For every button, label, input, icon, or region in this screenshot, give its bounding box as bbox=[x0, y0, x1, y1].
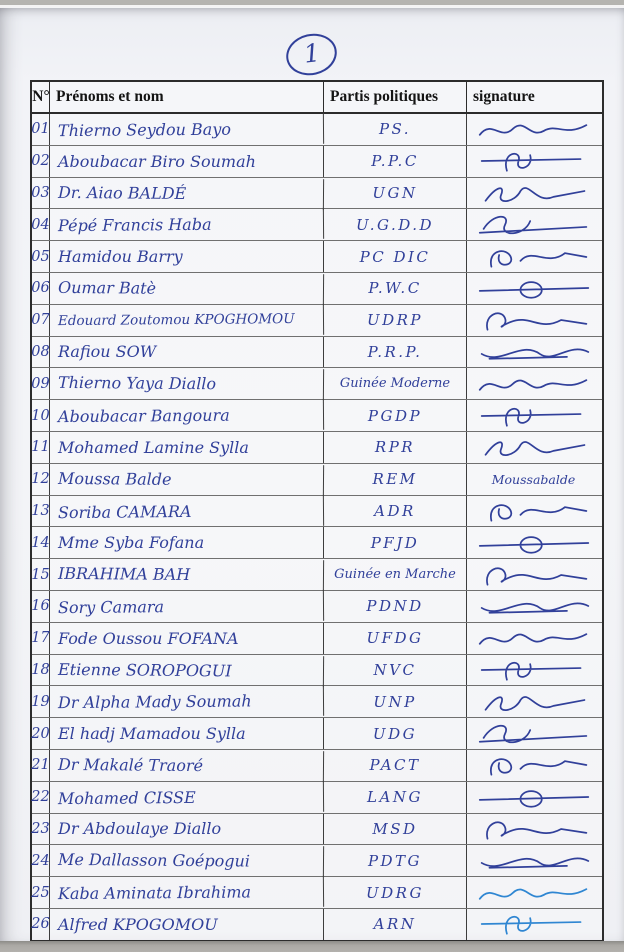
signature-scribble bbox=[467, 114, 602, 145]
header-cell-number: N° bbox=[32, 82, 50, 112]
signature-scribble bbox=[467, 845, 602, 876]
signature-scribble bbox=[467, 368, 602, 399]
candidate-name: Sory Camara bbox=[50, 590, 324, 623]
candidate-name: Dr. Aiao BALDÉ bbox=[50, 176, 324, 209]
row-number: 21 bbox=[32, 750, 50, 781]
table-row bbox=[32, 496, 602, 528]
table-row bbox=[32, 337, 602, 369]
signature-ink-icon bbox=[472, 592, 598, 620]
row-number: 22 bbox=[32, 782, 50, 813]
row-number: 02 bbox=[32, 146, 50, 177]
row-number: 03 bbox=[32, 178, 50, 209]
signature-ink-icon bbox=[472, 370, 598, 398]
party-name: P.R.P. bbox=[324, 337, 467, 368]
party-name: LANG bbox=[324, 782, 467, 813]
candidate-name: Aboubacar Bangoura bbox=[50, 399, 324, 432]
party-name: PDND bbox=[324, 591, 467, 622]
row-number: 23 bbox=[32, 814, 50, 845]
row-number: 19 bbox=[32, 686, 50, 717]
signature-ink-icon bbox=[472, 179, 598, 207]
page-number-badge bbox=[282, 29, 341, 80]
candidate-name: Mme Syba Fofana bbox=[50, 527, 324, 558]
row-number: 04 bbox=[32, 209, 50, 240]
candidate-name: Dr Abdoulaye Diallo bbox=[50, 814, 324, 845]
signature-ink-icon bbox=[472, 910, 598, 938]
signature-ink-icon bbox=[472, 561, 598, 589]
candidate-name: Mohamed Lamine Sylla bbox=[50, 432, 324, 463]
candidate-name: Soriba CAMARA bbox=[50, 494, 324, 527]
row-number: 20 bbox=[32, 718, 50, 749]
table-row bbox=[32, 114, 602, 146]
signature-table bbox=[30, 80, 604, 942]
candidate-name: Thierno Yaya Diallo bbox=[50, 367, 324, 400]
party-name: ARN bbox=[324, 909, 467, 940]
candidate-name: Dr Alpha Mady Soumah bbox=[50, 685, 324, 718]
party-name: UDRP bbox=[324, 305, 467, 336]
table-row bbox=[32, 877, 602, 909]
row-number: 25 bbox=[32, 877, 50, 908]
row-number: 17 bbox=[32, 623, 50, 654]
party-name: PGDP bbox=[324, 400, 467, 431]
signature-scribble bbox=[467, 623, 602, 654]
party-name: Guinée en Marche bbox=[324, 559, 467, 590]
signature-scribble bbox=[467, 273, 602, 304]
candidate-name: Kaba Aminata Ibrahima bbox=[50, 876, 324, 909]
party-name: REM bbox=[324, 464, 467, 495]
table-row bbox=[32, 305, 602, 337]
row-number: 10 bbox=[32, 400, 50, 431]
signature-ink-icon bbox=[472, 815, 598, 843]
signature-scribble bbox=[467, 782, 602, 813]
signature-scribble bbox=[467, 909, 602, 940]
signature-scribble bbox=[467, 337, 602, 368]
row-number: 26 bbox=[32, 909, 50, 940]
row-number: 13 bbox=[32, 496, 50, 527]
party-name: U.G.D.D bbox=[324, 209, 467, 240]
signature-ink-icon bbox=[472, 847, 598, 875]
signature-scribble bbox=[467, 750, 602, 781]
candidate-name: Dr Makalé Traoré bbox=[50, 749, 324, 782]
signature-scribble bbox=[467, 527, 602, 558]
signature-ink-icon bbox=[472, 147, 598, 175]
candidate-name: Thierno Seydou Bayo bbox=[50, 113, 324, 146]
candidate-name: Hamidou Barry bbox=[50, 241, 324, 272]
table-row bbox=[32, 686, 602, 718]
signature-ink-icon bbox=[472, 306, 598, 334]
party-name: PS. bbox=[324, 114, 467, 145]
header-cell-name: Prénoms et nom bbox=[50, 82, 324, 112]
signature-scribble bbox=[467, 146, 602, 177]
signature-scribble bbox=[467, 305, 602, 336]
row-number: 09 bbox=[32, 368, 50, 399]
party-name: MSD bbox=[324, 814, 467, 845]
party-name: UDG bbox=[324, 718, 467, 749]
signature-scribble bbox=[467, 655, 602, 686]
table-row bbox=[32, 432, 602, 464]
signature-scribble bbox=[467, 877, 602, 908]
signature-scribble bbox=[467, 591, 602, 622]
row-number: 15 bbox=[32, 559, 50, 590]
party-name: PC DIC bbox=[324, 241, 467, 272]
row-number: 24 bbox=[32, 845, 50, 876]
row-number: 16 bbox=[32, 591, 50, 622]
table-row bbox=[32, 400, 602, 432]
signature-ink-icon bbox=[472, 274, 598, 302]
signature-ink-icon bbox=[472, 497, 598, 525]
signature-ink-icon bbox=[472, 688, 598, 716]
table-body bbox=[32, 114, 602, 940]
signature-ink-icon bbox=[472, 656, 598, 684]
signature-scribble bbox=[467, 432, 602, 463]
party-name: PFJD bbox=[324, 527, 467, 558]
signature-ink-icon bbox=[472, 783, 598, 811]
row-number: 11 bbox=[32, 432, 50, 463]
table-header bbox=[32, 82, 602, 114]
row-number: 08 bbox=[32, 337, 50, 368]
candidate-name: Etienne SOROPOGUI bbox=[50, 653, 324, 686]
party-name: RPR bbox=[324, 432, 467, 463]
table-row bbox=[32, 750, 602, 782]
row-number: 01 bbox=[32, 114, 50, 145]
row-number: 14 bbox=[32, 527, 50, 558]
table-row bbox=[32, 178, 602, 210]
party-name: ADR bbox=[324, 496, 467, 527]
candidate-name: Pépé Francis Haba bbox=[50, 208, 324, 241]
party-name: Guinée Moderne bbox=[324, 368, 467, 399]
page-number: 1 bbox=[301, 38, 322, 69]
candidate-name: Alfred KPOGOMOU bbox=[50, 909, 324, 940]
party-name: UDRG bbox=[324, 877, 467, 908]
signature-scribble bbox=[467, 686, 602, 717]
signature-ink-icon bbox=[472, 879, 598, 907]
table-row bbox=[32, 241, 602, 273]
table-row bbox=[32, 464, 602, 496]
signature-scribble bbox=[467, 559, 602, 590]
table-row bbox=[32, 591, 602, 623]
signature-scribble bbox=[467, 241, 602, 272]
table-row bbox=[32, 718, 602, 750]
candidate-name: Moussa Balde bbox=[50, 463, 324, 496]
signature-ink-icon bbox=[472, 211, 598, 239]
header-cell-party: Partis politiques bbox=[324, 82, 467, 112]
signature-ink-icon bbox=[472, 529, 598, 557]
row-number: 12 bbox=[32, 464, 50, 495]
party-name: P.P.C bbox=[324, 146, 467, 177]
signature-scribble bbox=[467, 718, 602, 749]
table-row bbox=[32, 623, 602, 655]
candidate-name: Oumar Batè bbox=[50, 272, 324, 305]
table-row bbox=[32, 782, 602, 814]
signature-scribble bbox=[467, 209, 602, 240]
table-row bbox=[32, 845, 602, 877]
signature-scribble bbox=[467, 464, 602, 495]
candidate-name: El hadj Mamadou Sylla bbox=[50, 718, 324, 749]
party-name: UGN bbox=[324, 178, 467, 209]
table-row bbox=[32, 527, 602, 559]
party-name: PDTG bbox=[324, 845, 467, 876]
signature-ink-icon bbox=[472, 115, 598, 143]
candidate-name: Aboubacar Biro Soumah bbox=[50, 146, 324, 177]
signature-ink-icon bbox=[472, 624, 598, 652]
candidate-name: Rafiou SOW bbox=[50, 337, 324, 368]
party-name: UFDG bbox=[324, 623, 467, 654]
row-number: 06 bbox=[32, 273, 50, 304]
signature-scribble bbox=[467, 178, 602, 209]
scan-edge-shadow bbox=[0, 941, 624, 952]
table-row bbox=[32, 209, 602, 241]
signature-ink-icon bbox=[472, 243, 598, 271]
row-number: 18 bbox=[32, 655, 50, 686]
party-name: NVC bbox=[324, 655, 467, 686]
table-row bbox=[32, 909, 602, 940]
party-name: UNP bbox=[324, 686, 467, 717]
table-row bbox=[32, 368, 602, 400]
table-row bbox=[32, 273, 602, 305]
signature-ink-icon bbox=[472, 402, 598, 430]
table-row bbox=[32, 146, 602, 178]
scanned-paper bbox=[0, 7, 624, 941]
signature-ink-icon bbox=[472, 338, 598, 366]
signature-ink-icon bbox=[472, 720, 598, 748]
signature-ink-icon bbox=[472, 433, 598, 461]
signature-scribble bbox=[467, 814, 602, 845]
candidate-name: Fode Oussou FOFANA bbox=[50, 623, 324, 654]
table-row bbox=[32, 559, 602, 591]
header-cell-signature: signature bbox=[473, 88, 535, 105]
signature-scribble bbox=[467, 496, 602, 527]
party-name: PACT bbox=[324, 750, 467, 781]
party-name: P.W.C bbox=[324, 273, 467, 304]
signature-ink-icon bbox=[472, 751, 598, 779]
table-row bbox=[32, 655, 602, 687]
row-number: 05 bbox=[32, 241, 50, 272]
row-number: 07 bbox=[32, 305, 50, 336]
table-row bbox=[32, 814, 602, 846]
signature-scribble bbox=[467, 400, 602, 431]
candidate-name: Edouard Zoutomou KPOGHOMOU bbox=[50, 304, 324, 337]
candidate-name: IBRAHIMA BAH bbox=[50, 558, 324, 591]
candidate-name: Mohamed CISSE bbox=[50, 781, 324, 814]
signature-text: Moussabalde bbox=[491, 471, 576, 487]
candidate-name: Me Dallasson Goépogui bbox=[50, 844, 324, 877]
